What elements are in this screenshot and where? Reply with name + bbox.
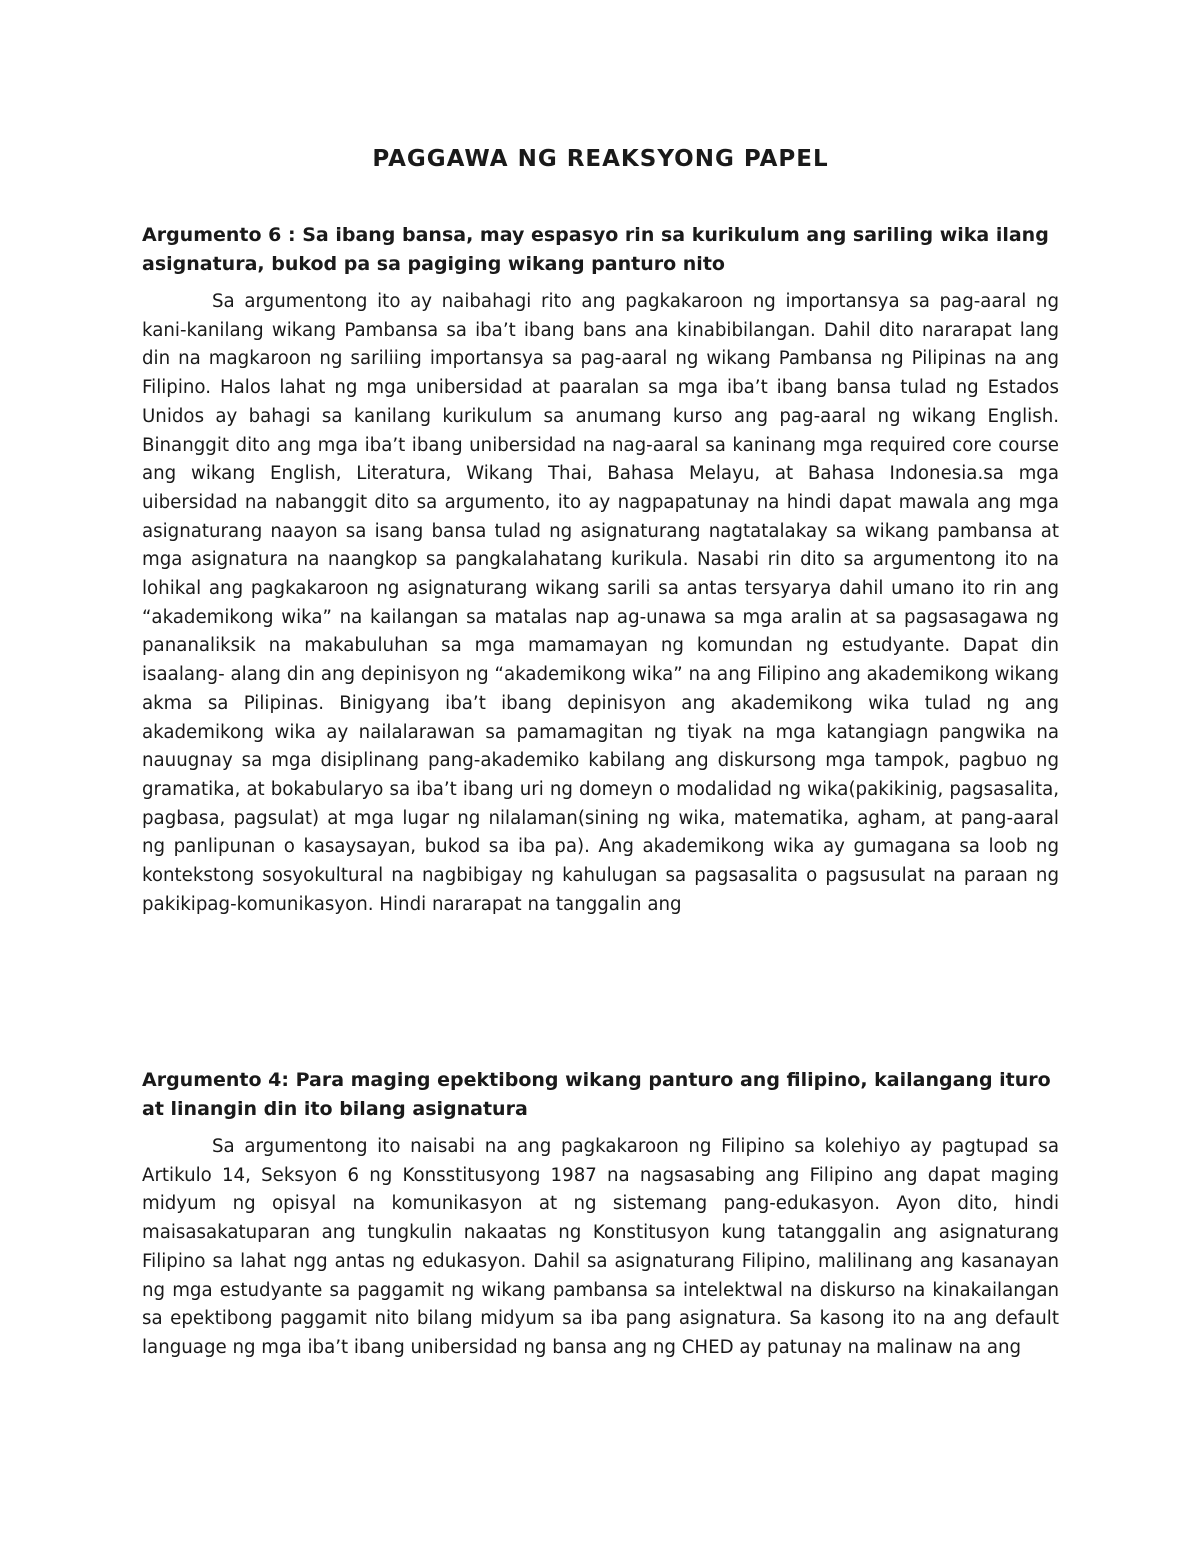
section-heading-argumento-6: Argumento 6 : Sa ibang bansa, may espasyo rin sa kurikulum ang sariling wika ilang asignatura, bukod pa sa pagiging wikang panturo nito [142, 224, 1049, 275]
section-body-argumento-4: Sa argumentong ito naisabi na ang pagkakaroon ng Filipino sa kolehiyo ay pagtupad sa Artikulo 14, Seksyon 6 ng Konsstitusyong 1987 na nagsasabing ang Filipino ang dapat maging midyum ng opisyal na komunikasyon at ng sistemang pang-edukasyon. Ayon dito, hindi maisasakatuparan ang tungkulin nakaatas ng Konstitusyon kung tatanggalin ang asignaturang Filipino sa lahat ngg antas ng edukasyon. Dahil sa asignaturang Filipino, malilinang ang kasanayan ng mga estudyante sa paggamit ng wikang pambansa sa intelektwal na diskurso na kinakailangan sa epektibong paggamit nito bilang midyum sa iba pang asignatura. Sa kasong ito na ang default language ng mga iba’t ibang unibersidad ng bansa ang ng CHED ay patunay na malinaw na ang [142, 1136, 1059, 1358]
section-body-argumento-6: Sa argumentong ito ay naibahagi rito ang pagkakaroon ng importansya sa pag-aaral ng kani-kanilang wikang Pambansa sa iba’t ibang bans ana kinabibilangan. Dahil dito nararapat lang din na magkaroon ng sariliing importansya sa pag-aaral ng wikang Pambansa ng Pilipinas na ang Filipino. Halos lahat ng mga unibersidad at paaralan sa mga iba’t ibang bansa tulad ng Estados Unidos ay bahagi sa kanilang kurikulum sa anumang kurso ang pag-aaral ng wikang English. Binanggit dito ang mga iba’t ibang unibersidad na nag-aaral sa kaninang mga required core course ang wikang English, Literatura, Wikang Thai, Bahasa Melayu, at Bahasa Indonesia.sa mga uibersidad na nabanggit dito sa argumento, ito ay nagpapatunay na hindi dapat mawala ang mga asignaturang naayon sa isang bansa tulad ng asignaturang nagtatalakay sa wikang pambansa at mga asignatura na naangkop sa pangkalahatang kurikula. Nasabi rin dito sa argumentong ito na lohikal ang pagkakaroon ng asignaturang wikang sarili sa antas tersyarya dahil umano ito rin ang “akademikong wika” na kailangan sa matalas nap ag-unawa sa mga aralin at sa pagsasagawa ng pananaliksik na makabuluhan sa mga mamamayan ng komundan ng estudyante. Dapat din isaalang- alang din ang depinisyon ng “akademikong wika” na ang Filipino ang akademikong wikang akma sa Pilipinas. Binigyang iba’t ibang depinisyon ang akademikong wika tulad ng ang akademikong wika ay nailalarawan sa pamamagitan ng tiyak na mga katangiagn pangwika na nauugnay sa mga disiplinang pang-akademiko kabilang ang diskursong mga tampok, pagbuo ng gramatika, at bokabularyo sa iba’t ibang uri ng domeyn o modalidad ng wika(pakikinig, pagsasalita, pagbasa, pagsulat) at mga lugar ng nilalaman(sining ng wika, matematika, agham, at pang-aaral ng panlipunan o kasaysayan, bukod sa iba pa). Ang akademikong wika ay gumagana sa loob ng kontekstong sosyokultural na nagbibigay ng kahulugan sa pagsasalita o pagsusulat na paraan ng pakikipag-komunikasyon. Hindi nararapat na tanggalin ang [142, 291, 1059, 915]
section-heading-argumento-4: Argumento 4: Para maging epektibong wikang panturo ang filipino, kailangang ituro at linangin din ito bilang asignatura [142, 1069, 1051, 1120]
page-title: PAGGAWA NG REAKSYONG PAPEL [372, 146, 829, 172]
